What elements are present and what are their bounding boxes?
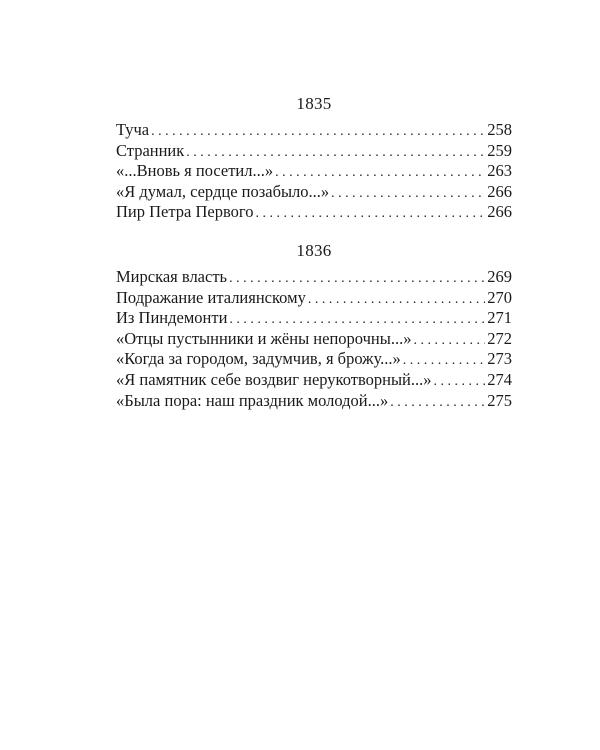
toc-entry-title: Из Пиндемонти (116, 308, 228, 328)
dot-leader (308, 290, 485, 311)
table-of-contents (116, 93, 512, 411)
toc-entry-title: Пир Петра Первого (116, 202, 254, 222)
dot-leader (256, 204, 486, 225)
toc-entry-page: 266 (487, 202, 512, 222)
toc-entry[interactable] (116, 141, 512, 162)
toc-entry-title: «...Вновь я посетил...» (116, 161, 274, 181)
toc-section-1836 (116, 240, 512, 411)
toc-entry-title: «Когда за городом, задумчив, я брожу...» (116, 349, 401, 369)
toc-entry-title: «Я думал, сердце позабыло...» (116, 181, 330, 201)
dot-leader (390, 393, 485, 414)
section-year: 1836 (296, 240, 332, 260)
toc-entry[interactable] (116, 349, 512, 370)
dot-leader (151, 122, 485, 143)
toc-entry-title: Мирская власть (116, 266, 228, 286)
dot-leader (434, 372, 486, 393)
toc-section-1835 (116, 93, 512, 223)
toc-entry-title: Подражание италиянскому (116, 287, 306, 307)
dot-leader (413, 331, 485, 352)
toc-entry[interactable] (116, 288, 512, 309)
toc-entry-title: «Я памятник себе воздвиг нерукотворный...» (116, 369, 432, 389)
toc-list (116, 120, 512, 223)
toc-entry-title: «Отцы пустынники и жёны непорочны...» (116, 328, 412, 348)
toc-entry-page: 273 (487, 349, 512, 369)
toc-entry[interactable] (116, 161, 512, 182)
toc-entry-page: 275 (487, 390, 512, 410)
toc-entry-page: 274 (487, 369, 512, 389)
toc-entry[interactable] (116, 329, 512, 350)
toc-entry-page: 270 (487, 287, 512, 307)
dot-leader (403, 351, 485, 372)
dot-leader (229, 269, 485, 290)
toc-entry-page: 269 (487, 266, 512, 286)
dot-leader (229, 310, 485, 331)
toc-entry[interactable] (116, 391, 512, 412)
toc-entry[interactable] (116, 120, 512, 141)
toc-entry-page: 259 (487, 140, 512, 160)
toc-entry-title: «Была пора: наш праздник молодой...» (116, 390, 389, 410)
toc-entry[interactable] (116, 308, 512, 329)
toc-entry[interactable] (116, 182, 512, 203)
toc-entry[interactable] (116, 267, 512, 288)
dot-leader (275, 163, 485, 184)
toc-entry[interactable] (116, 202, 512, 223)
toc-entry-page: 271 (487, 308, 512, 328)
dot-leader (186, 143, 485, 164)
toc-entry-page: 266 (487, 181, 512, 201)
toc-list (116, 267, 512, 411)
toc-entry-page: 258 (487, 120, 512, 139)
toc-entry-title: Странник (116, 140, 185, 160)
toc-entry[interactable] (116, 370, 512, 391)
toc-entry-title: Туча (116, 120, 150, 139)
toc-entry-page: 263 (487, 161, 512, 181)
section-year: 1835 (296, 94, 332, 113)
toc-entry-page: 272 (487, 328, 512, 348)
dot-leader (331, 184, 485, 205)
